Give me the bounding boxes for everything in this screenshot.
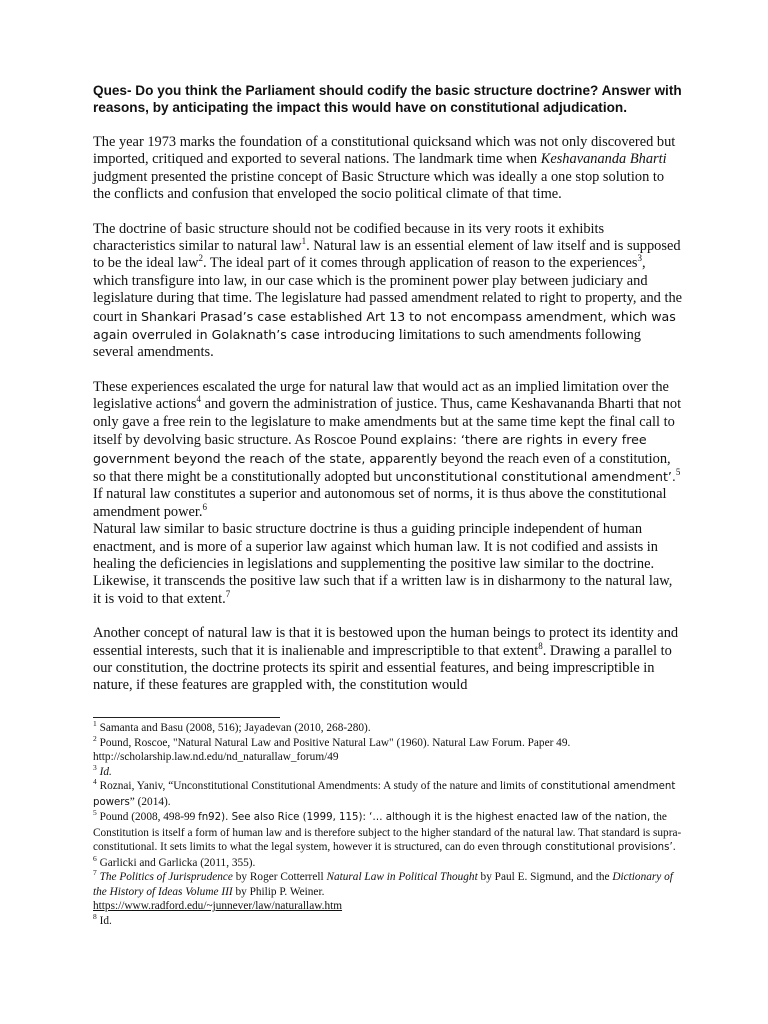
text-run: . Natural law is an essential element of law itself and is supposed to be the ideal law — [93, 238, 681, 272]
footnotes — [93, 721, 683, 928]
footnote-number: 2 — [93, 733, 97, 743]
text-run: beyond the reach even of a constitution, so that there might be a constitutionally adopted but — [93, 450, 671, 485]
footnote-number: 8 — [93, 911, 97, 921]
text-run: If natural law constitutes a superior and autonomous set of norms, it is thus above the constitutional amendment power. — [93, 486, 667, 520]
footnote-text: constitutional amendment powers — [93, 781, 676, 808]
footnote-5 — [93, 810, 683, 856]
document-page — [93, 82, 683, 712]
book-title: Dictionary of the History of Ideas Volume III — [93, 871, 673, 898]
footnote-ref[interactable]: 4 — [196, 394, 202, 405]
text-run: limitations to such amendments following several amendments. — [93, 327, 642, 361]
footnote-text: by Philip P. Weiner. — [232, 885, 325, 898]
text-run: judgment presented the pristine concept of Basic Structure which was ideally a one stop solution to the conflicts and confusion that enveloped the socio political climate of that time. — [93, 168, 665, 203]
footnote-number: 3 — [93, 762, 97, 772]
book-title: The Politics of Jurisprudence — [99, 871, 233, 883]
footnote-number: 6 — [93, 853, 97, 863]
text-run: , which transfigure into law, in our case which is the prominent power play between judiciary and legislature during that time. The legislature had passed amendment related to right to property, and the court in — [93, 255, 683, 325]
footnote-3 — [93, 762, 683, 780]
footnote-number: 5 — [93, 808, 97, 818]
footnote-ref[interactable]: 1 — [301, 236, 307, 247]
text-run: . Drawing a parallel to our constitution, the doctrine protects its spirit and essential features, and being imprescriptible in nature, if these features are grappled with, the constitution would — [93, 642, 672, 694]
footnote-1 — [93, 721, 683, 736]
footnote-text: Id. — [96, 914, 112, 927]
footnote-ref[interactable]: 3 — [637, 253, 643, 264]
paragraph-1 — [93, 134, 683, 204]
book-title: Natural Law in Political Thought — [326, 871, 478, 883]
paragraph-4 — [93, 521, 683, 608]
footnote-text: through constitutional provisions’. — [501, 842, 676, 853]
footnote-text: the Constitution is itself a form of human law and is therefore subject to the higher standard of the natural law. That standard is supra-constitutional. It sets limits to what the legal system, however it is structured, can do even — [93, 811, 682, 853]
footnote-text: by Paul E. Sigmund, and the — [477, 871, 613, 883]
footnote-4 — [93, 779, 683, 810]
footnote-6 — [93, 853, 683, 871]
footnote-ref[interactable]: 6 — [202, 501, 207, 512]
footnote-text: fn92). See also Rice (1999, 115): ‘… although it is the highest enacted law of the nation, — [198, 812, 651, 823]
text-run: These experiences escalated the urge for natural law that would act as an implied limitation over the legislative actions — [93, 378, 669, 413]
source-link[interactable]: https://www.radford.edu/~junnever/law/naturallaw.htm — [93, 900, 343, 912]
footnote-separator — [93, 717, 280, 718]
footnote-number: 1 — [93, 719, 97, 729]
footnote-ref[interactable]: 7 — [225, 588, 231, 599]
question-heading: Ques- Do you think the Parliament should codify the basic structure doctrine? Answer with reasons, by anticipating the impact this would have on constitutional adjudication. — [93, 83, 682, 115]
footnote-text: Garlicki and Garlicka (2011, 355). — [96, 856, 256, 869]
text-run: Shankari Prasad’s case established Art 13 to not encompass amendment, which was again overruled in Golaknath’s case introducing — [93, 308, 676, 343]
text-run: The doctrine of basic structure should not be codified because in its very roots it exhibits characteristics similar to natural law — [93, 220, 605, 255]
footnote-text: Pound, Roscoe, "Natural Natural Law and Positive Natural Law" (1960). Natural Law Forum. Paper 49. http://scholarship.law.nd.edu/nd_naturallaw_forum/49 — [93, 736, 571, 763]
quote-run: explains: ‘there are rights in every free government beyond the reach of the state, apparently — [93, 432, 647, 466]
footnote-7 — [93, 870, 683, 914]
footnote-text: Id. — [99, 765, 112, 778]
footnote-number: 4 — [93, 777, 97, 787]
footnote-text: ” (2014). — [129, 795, 171, 808]
text-run: Another concept of natural law is that it is bestowed upon the human beings to protect its identity and essential interests, such that it is inalienable and imprescriptible to that extent — [93, 625, 679, 659]
footnote-number: 7 — [93, 868, 97, 878]
paragraph-3 — [93, 379, 683, 521]
footnote-ref[interactable]: 2 — [198, 253, 203, 264]
paragraph-5 — [93, 625, 683, 695]
footnote-text: Samanta and Basu (2008, 516); Jayadevan (2010, 268-280). — [96, 722, 371, 734]
footnote-8 — [93, 911, 683, 929]
text-run: Natural law similar to basic structure doctrine is thus a guiding principle independent of human enactment, and is more of a superior law against which human law. It is not codified and assists in healing the deficiencies in legislations and supplementing the positive law similar to the doctrine. Likewise, it transcends the positive law such that if a written law is in disharmony to the natural law, it is void to that extent. — [93, 521, 673, 607]
footnote-text: by Roger Cotterrell — [232, 871, 327, 883]
text-run: The year 1973 marks the foundation of a constitutional quicksand which was not only discovered but imported, critiqued and exported to several nations. The landmark time when — [93, 134, 676, 168]
footnote-ref[interactable]: 5 — [675, 467, 681, 478]
text-run: and govern the administration of justice. Thus, came Keshavananda Bharti that not only gave a free rein to the legislature to make amendments but at the same time kept the final call to itself by devolving basic structure. As Roscoe Pound — [93, 396, 682, 449]
text-run: . The ideal part of it comes through application of reason to the experiences — [203, 255, 638, 272]
footnote-text: Roznai, Yaniv, “Unconstitutional Constitutional Amendments: A study of the nature and limits of — [96, 780, 541, 792]
case-name: Keshavananda Bharti — [540, 151, 667, 168]
paragraph-2 — [93, 221, 683, 362]
footnote-text: Pound (2008, 498-99 — [96, 811, 199, 823]
quote-run: unconstitutional constitutional amendment’. — [395, 468, 676, 484]
footnote-ref[interactable]: 8 — [538, 640, 543, 651]
footnote-2 — [93, 733, 683, 765]
